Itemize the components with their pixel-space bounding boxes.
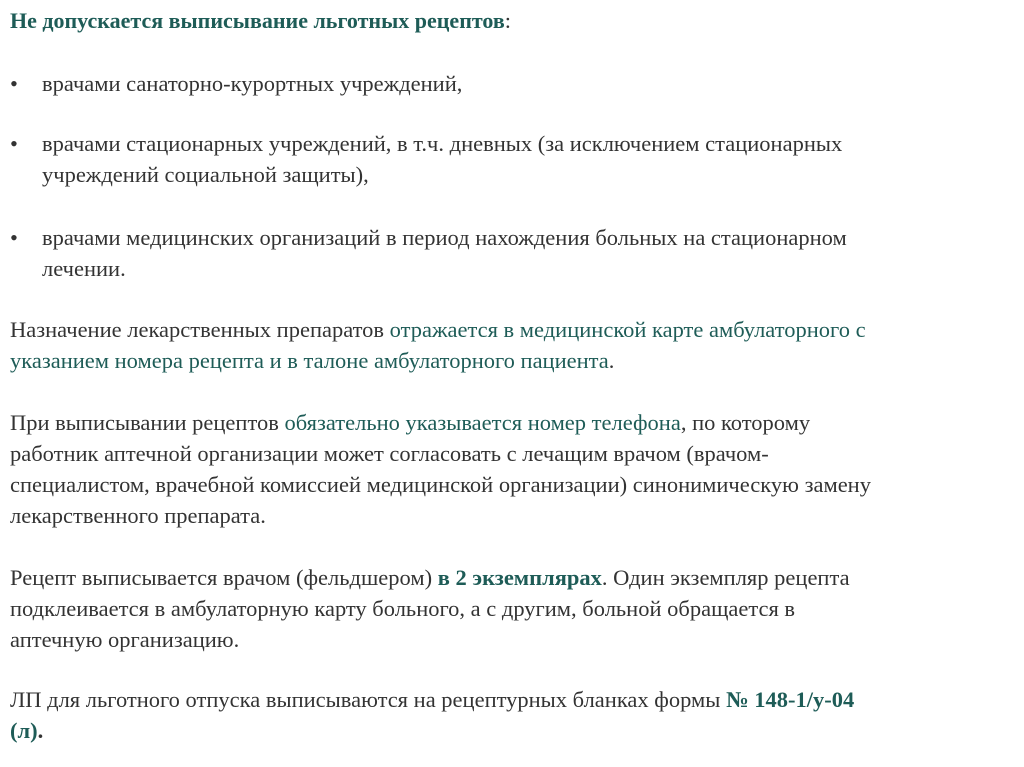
paragraph-3-line-2: подклеивается в амбулаторную карту больного, а с другим, больной обращается в (10, 596, 796, 621)
bullet-text-1: врачами санаторно-курортных учреждений, (42, 71, 463, 96)
p1-accent: отражается в медицинской карте амбулаторного с (389, 317, 866, 342)
paragraph-3-line-1 (10, 564, 850, 591)
paragraph-2-line-4: лекарственного препарата. (10, 503, 266, 528)
p1-accent-2: указанием номера рецепта и в талоне амбулаторного пациента (10, 348, 609, 373)
paragraph-2-line-3: специалистом, врачебной комиссией медицинской организации) синонимическую замену (10, 472, 871, 497)
p3-text-tail: . Один экземпляр рецепта (601, 565, 850, 590)
bullet-text-3-line-2: лечении. (42, 256, 126, 281)
paragraph-2-line-2: работник аптечной организации может согласовать с лечащим врачом (врачом- (10, 441, 769, 466)
p1-text: Назначение лекарственных препаратов (10, 317, 390, 342)
paragraph-3-line-3: аптечную организацию. (10, 627, 240, 652)
p1-period: . (608, 348, 615, 373)
p4-text: ЛП для льготного отпуска выписываются на рецептурных бланках формы (10, 687, 726, 712)
p2-text: При выписывании рецептов (10, 410, 285, 435)
slide-title (10, 7, 511, 34)
bullet-text-3-line-1: врачами медицинских организаций в период нахождения больных на стационарном (42, 225, 847, 250)
title-text: Не допускается выписывание льготных рецептов (10, 8, 505, 33)
bullet-text-2-line-2: учреждений социальной защиты), (42, 162, 369, 187)
bullet-marker: • (10, 225, 18, 250)
paragraph-2-line-1 (10, 409, 810, 436)
paragraph-4-line-2 (10, 717, 43, 744)
paragraph-1-line-1 (10, 316, 866, 343)
p3-text: Рецепт выписывается врачом (фельдшером) (10, 565, 438, 590)
p2-text-tail: , по которому (680, 410, 811, 435)
p4-form-suffix: (л) (10, 718, 38, 743)
bullet-text-2-line-1: врачами стационарных учреждений, в т.ч. дневных (за исключением стационарных (42, 131, 843, 156)
bullet-marker: • (10, 71, 18, 96)
title-colon: : (504, 8, 511, 33)
p4-period: . (37, 718, 44, 743)
p2-accent: обязательно указывается номер телефона (284, 410, 681, 435)
p4-form-number: № 148-1/у-04 (726, 687, 855, 712)
paragraph-1-line-2 (10, 347, 614, 374)
paragraph-4-line-1 (10, 686, 854, 713)
bullet-marker: • (10, 131, 18, 156)
p3-accent: в 2 экземплярах (437, 565, 602, 590)
